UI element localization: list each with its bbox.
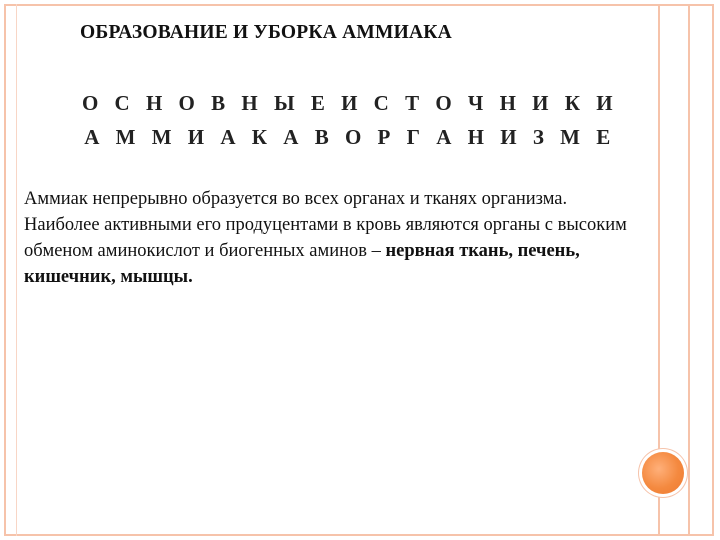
slide-subtitle bbox=[60, 86, 640, 154]
body-plain-text: Аммиак непрерывно образуется во всех органах и тканях организма. Наиболее активными его продуцентами в кровь являются органы с высоким обменом аминокислот и биогенных аминов – bbox=[24, 189, 627, 261]
frame-left-line bbox=[16, 4, 17, 536]
frame-right-bar bbox=[688, 4, 690, 536]
body-bold-text: нервная ткань, печень, кишечник, мышцы. bbox=[24, 241, 580, 287]
subtitle-line-2: А М М И А К А В О Р Г А Н И З М Е bbox=[84, 125, 616, 149]
subtitle-line-1: О С Н О В Н Ы Е И С Т О Ч Н И К И bbox=[81, 91, 619, 115]
slide-title: ОБРАЗОВАНИЕ И УБОРКА АММИАКА bbox=[80, 22, 452, 43]
body-paragraph bbox=[24, 186, 644, 290]
accent-circle-decoration bbox=[642, 452, 684, 494]
